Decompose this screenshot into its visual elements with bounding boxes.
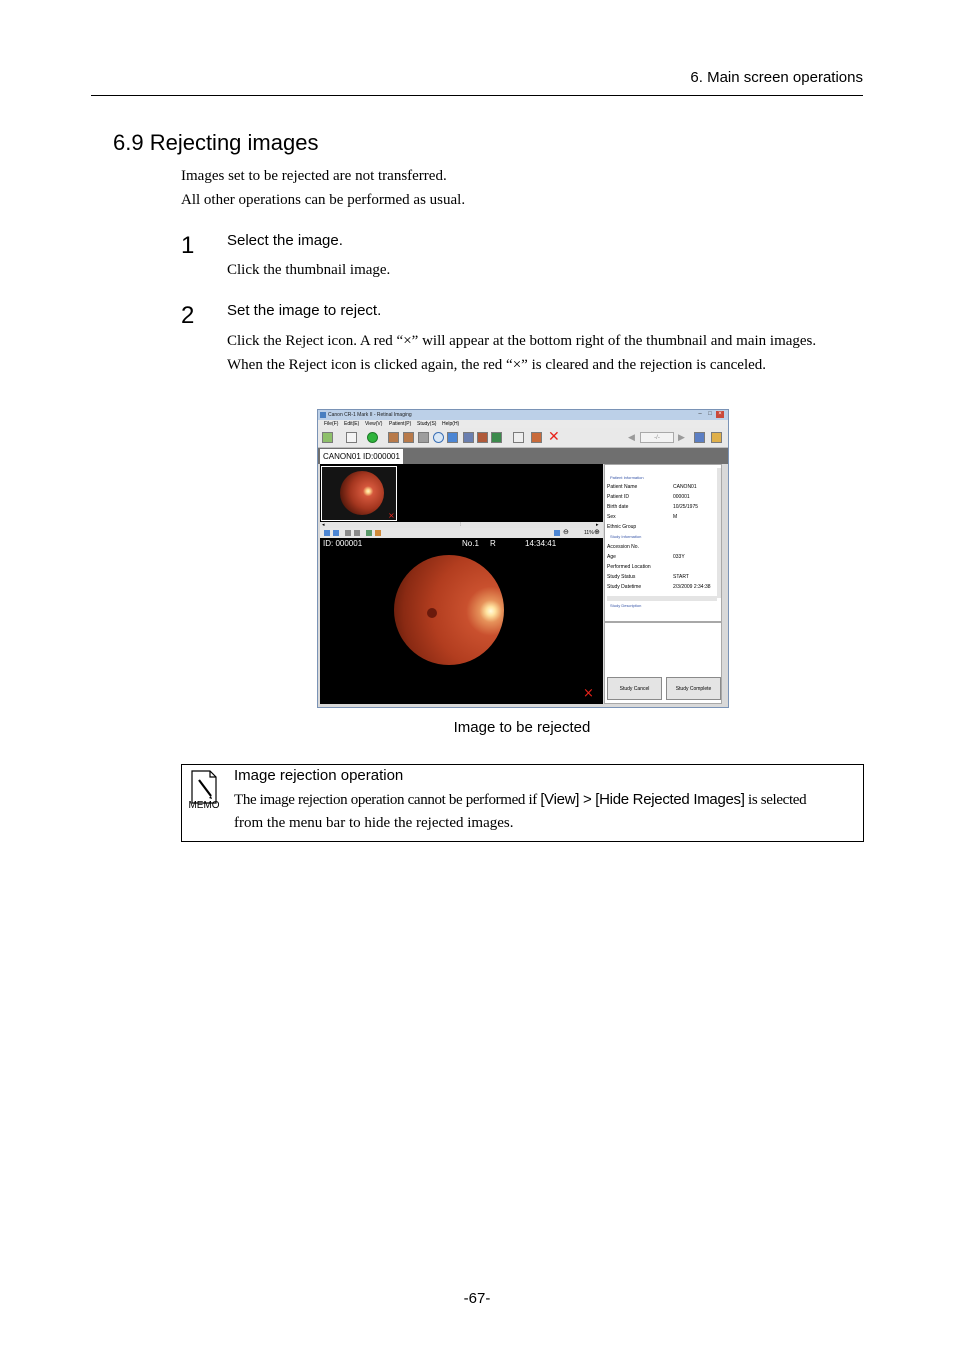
patient-info-panel — [604, 464, 722, 622]
info-row: Patient Name CANON01 — [607, 484, 697, 490]
memo-title: Image rejection operation — [234, 767, 404, 784]
study-buttons-area — [604, 622, 722, 704]
tab-patient[interactable]: CANON01 ID:000001 — [320, 449, 403, 464]
intro-line-2: All other operations can be performed as usual. — [181, 192, 466, 208]
tool-2-icon[interactable] — [354, 530, 360, 536]
capture-mode-icon[interactable] — [346, 432, 357, 443]
layout-2-icon[interactable] — [403, 432, 414, 443]
step-1-title: Select the image. — [227, 232, 343, 249]
memo-text-line-1: The image rejection operation cannot be performed if [View] > [Hide Rejected Images] is selected — [234, 791, 807, 808]
main-image-view[interactable] — [320, 538, 603, 704]
memo-label: MEMO — [188, 800, 220, 811]
page-counter: -/- — [640, 432, 674, 443]
zoom-out-icon[interactable]: ⊖ — [563, 529, 569, 536]
step-2-body-line-2: When the Reject icon is clicked again, the red “×” is cleared and the rejection is canceled. — [227, 357, 767, 373]
print-icon[interactable] — [513, 432, 524, 443]
tool-3-icon[interactable] — [366, 530, 372, 536]
zoom-in-icon[interactable]: ⊕ — [594, 529, 600, 536]
step-2-body-line-1: Click the Reject icon. A red “×” will appear at the bottom right of the thumbnail and main images. — [227, 333, 817, 349]
image-view-2-icon[interactable] — [477, 432, 488, 443]
intro-line-1: Images set to be rejected are not transferred. — [181, 168, 447, 184]
info-row: Accession No. — [607, 544, 639, 550]
close-icon[interactable]: × — [716, 411, 724, 418]
figure-caption: Image to be rejected — [453, 719, 591, 736]
study-cancel-button[interactable]: Study Cancel — [607, 677, 662, 700]
reject-icon[interactable]: ✕ — [548, 429, 560, 445]
menu-help[interactable]: Help(H) — [442, 421, 460, 427]
menu-study[interactable]: Study(S) — [417, 421, 437, 427]
memo-box — [181, 764, 864, 842]
menu-view[interactable]: View(V) — [365, 421, 383, 427]
info-row: Study Datetime 2/3/2009 2:34:38 — [607, 584, 711, 590]
tool-1-icon[interactable] — [345, 530, 351, 536]
step-1-number: 1 — [181, 232, 195, 259]
menu-patient[interactable]: Patient(P) — [389, 421, 412, 427]
export-icon[interactable] — [531, 432, 542, 443]
info-row: Ethnic Group — [607, 524, 637, 530]
toolbar — [318, 428, 728, 448]
zoom-level: 11% — [584, 530, 594, 536]
main-image-eye: R — [490, 539, 496, 548]
info-row: Patient ID 000001 — [607, 494, 690, 500]
main-reject-mark: × — [583, 686, 594, 701]
patient-list-icon[interactable] — [322, 432, 333, 443]
list-view-icon[interactable] — [333, 530, 339, 536]
main-image-number: No.1 — [462, 539, 479, 548]
memo-menu-path: [View] > [Hide Rejected Images] — [540, 791, 745, 808]
image-view-3-icon[interactable] — [491, 432, 502, 443]
search-icon[interactable] — [433, 432, 444, 443]
main-fundus-image — [394, 555, 504, 665]
running-head: 6. Main screen operations — [690, 69, 863, 86]
menu-edit[interactable]: Edit(E) — [344, 421, 360, 427]
study-info-group-label: Study Information — [610, 534, 642, 539]
settings-icon[interactable] — [694, 432, 705, 443]
info-vscrollbar[interactable] — [717, 468, 721, 598]
main-image-id: ID: 000001 — [323, 539, 363, 548]
scroll-right-icon[interactable]: ▸ — [596, 522, 599, 528]
step-1-body: Click the thumbnail image. — [227, 262, 391, 278]
maximize-icon[interactable]: □ — [708, 411, 712, 417]
grid-view-icon[interactable] — [324, 530, 330, 536]
study-description-label: Study Description — [610, 603, 642, 608]
app-screenshot — [317, 409, 729, 708]
prev-page-icon[interactable]: ◀ — [628, 432, 635, 442]
info-row: Performed Location — [607, 564, 651, 570]
status-green-icon[interactable] — [367, 432, 378, 443]
layout-1-icon[interactable] — [388, 432, 399, 443]
step-2-title: Set the image to reject. — [227, 302, 382, 319]
scroll-grip-icon[interactable]: ⁞ — [460, 522, 462, 528]
app-icon — [320, 412, 326, 418]
info-hscrollbar[interactable] — [607, 596, 717, 601]
info-row: Birth date 10/25/1975 — [607, 504, 699, 510]
info-row: Study Status START — [607, 574, 689, 580]
patient-info-group-label: Patient Information — [610, 475, 644, 480]
info-row: Sex M — [607, 514, 678, 520]
layout-3-icon[interactable] — [418, 432, 429, 443]
step-2-number: 2 — [181, 302, 195, 329]
thumbnail-reject-mark: × — [388, 511, 395, 520]
section-title: 6.9 Rejecting images — [113, 130, 319, 155]
menu-file[interactable]: File(F) — [324, 421, 339, 427]
macula — [427, 608, 437, 618]
info-row: Age 033Y — [607, 554, 685, 560]
page-number: -67- — [463, 1290, 491, 1307]
window-title: Canon CR-1 Mark II - Retinal Imaging — [318, 410, 728, 420]
scroll-left-icon[interactable]: ◂ — [322, 522, 325, 528]
menu-bar — [318, 420, 728, 428]
next-page-icon[interactable]: ▶ — [678, 432, 685, 442]
exit-icon[interactable] — [711, 432, 722, 443]
viewer-toolbar — [320, 528, 603, 538]
image-view-1-icon[interactable] — [463, 432, 474, 443]
minimize-icon[interactable]: – — [698, 411, 702, 417]
thumbnail-image[interactable] — [321, 466, 397, 521]
transfer-icon[interactable] — [447, 432, 458, 443]
header-rule — [91, 95, 863, 96]
main-image-time: 14:34:41 — [525, 539, 557, 548]
memo-text-line-2: from the menu bar to hide the rejected images. — [234, 815, 514, 831]
tool-4-icon[interactable] — [375, 530, 381, 536]
thumbnail-fundus — [340, 471, 384, 515]
memo-icon — [190, 770, 218, 804]
fit-icon[interactable] — [554, 530, 560, 536]
study-complete-button[interactable]: Study Complete — [666, 677, 721, 700]
